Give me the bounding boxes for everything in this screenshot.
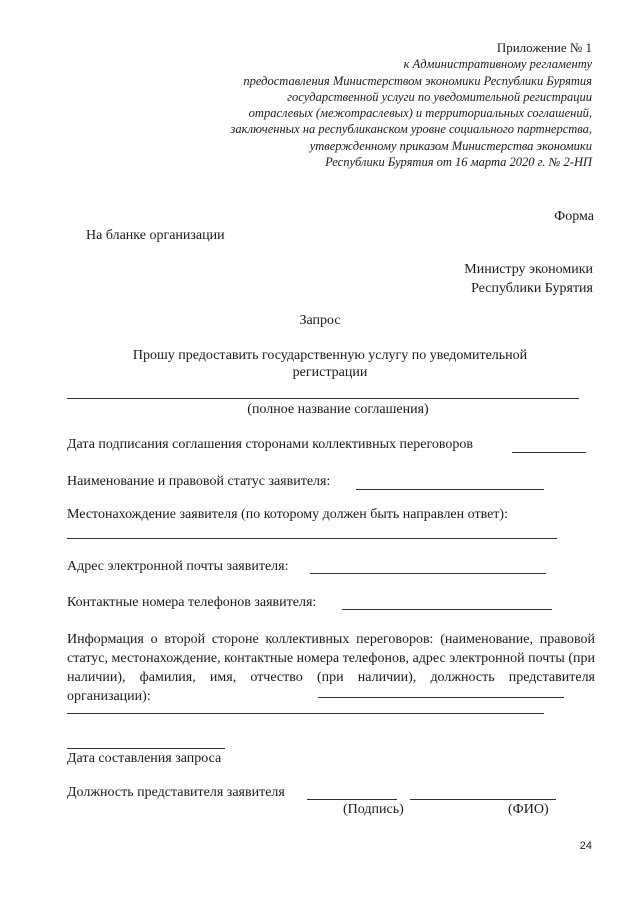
request-date-label: Дата составления запроса [67, 751, 222, 766]
applicant-name-label: Наименование и правовой статус заявителя: [67, 474, 331, 489]
phones-line[interactable] [342, 609, 552, 610]
form-label: Форма [554, 209, 594, 224]
appendix-line: предоставления Министерством экономики Республики Бурятия [243, 73, 592, 88]
email-line[interactable] [310, 573, 546, 574]
appendix-line: Республики Бурятия от 16 марта 2020 г. № 2-НП [325, 155, 592, 170]
appendix-line: отраслевых (межотраслевых) и территориальных соглашений, [248, 106, 592, 121]
request-date-line[interactable] [67, 748, 225, 749]
signature-caption: (Подпись) [343, 802, 404, 817]
appendix-line: к Административному регламенту [403, 57, 592, 72]
representative-label: Должность представителя заявителя [67, 785, 285, 800]
email-label: Адрес электронной почты заявителя: [67, 559, 289, 574]
second-party-paragraph: Информация о второй стороне коллективных переговоров: (наименование, правовой статус, местонахождение, контактные номера телефонов, адрес электронной почты (при наличии), фамилия, имя, отчество (при наличии), должность представителя организации): [67, 632, 595, 704]
signing-date-line[interactable] [512, 452, 586, 453]
appendix-line: заключенных на республиканском уровне социального партнерства, [230, 122, 592, 137]
appendix-header [172, 40, 592, 170]
addressee [464, 260, 593, 298]
applicant-location-label: Местонахождение заявителя (по которому должен быть направлен ответ): [67, 507, 508, 522]
letterhead-note: На бланке организации [86, 228, 225, 243]
fio-line[interactable] [410, 799, 556, 800]
agreement-name-line[interactable] [67, 398, 579, 399]
appendix-line: государственной услуги по уведомительной регистрации [287, 89, 592, 104]
signing-date-label: Дата подписания соглашения сторонами коллективных переговоров [67, 437, 473, 452]
applicant-location-line[interactable] [67, 538, 557, 539]
addressee-line: Министру экономики [464, 262, 593, 277]
agreement-caption: (полное название соглашения) [247, 402, 429, 417]
addressee-line: Республики Бурятия [471, 281, 593, 296]
appendix-line: утвержденному приказом Министерства экономики [309, 138, 592, 153]
page-number: 24 [579, 840, 592, 852]
request-text: Прошу предоставить государственную услугу по уведомительной регистрации [132, 348, 528, 380]
applicant-name-line[interactable] [356, 489, 544, 490]
document-title: Запрос [299, 313, 341, 328]
appendix-number: Приложение № 1 [496, 40, 592, 55]
fio-caption: (ФИО) [508, 802, 549, 817]
second-party-line[interactable] [67, 713, 544, 714]
phones-label: Контактные номера телефонов заявителя: [67, 595, 317, 610]
signature-line[interactable] [307, 799, 397, 800]
second-party-inline-line[interactable] [318, 697, 564, 698]
